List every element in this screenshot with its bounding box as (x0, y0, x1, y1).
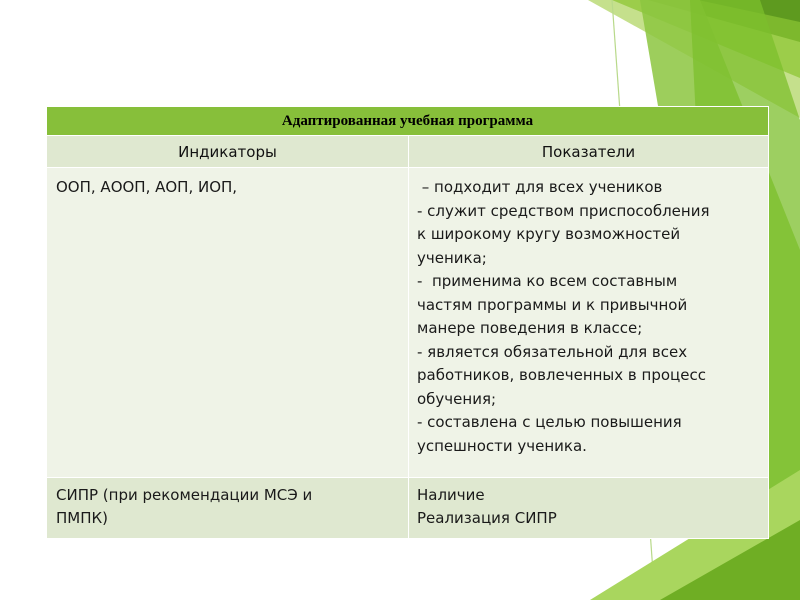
metric-line: успешности ученика. (417, 436, 587, 455)
metric-line: Наличие (417, 486, 485, 504)
table-row (47, 168, 769, 478)
indicator-cell (47, 478, 409, 539)
column-header-indicators: Индикаторы (47, 136, 409, 168)
table-title: Адаптированная учебная программа (47, 107, 769, 136)
metric-line: - применима ко всем составным (417, 272, 678, 290)
metric-line: работников, вовлеченных в процесс (417, 366, 706, 384)
metric-line: частям программы и к привычной (417, 295, 688, 314)
indicator-text: ООП, АООП, АОП, ИОП, (56, 178, 238, 196)
metric-line: обучения; (417, 389, 497, 408)
indicator-text: СИПР (при рекомендации МСЭ и (56, 486, 313, 504)
table-row (47, 478, 769, 539)
indicator-cell (47, 168, 409, 478)
table-title-row (47, 107, 769, 136)
metric-line: манере поведения в классе; (417, 319, 643, 337)
metric-line: - служит средством приспособления (417, 201, 710, 220)
metric-line: – подходит для всех учеников (417, 178, 663, 196)
table-header-row (47, 136, 769, 168)
metric-line: Реализация СИПР (417, 509, 557, 527)
metric-line: - составлена с целью повышения (417, 413, 682, 431)
column-header-metrics: Показатели (409, 136, 769, 168)
metrics-cell (409, 478, 769, 539)
metric-line: - является обязательной для всех (417, 342, 688, 361)
metrics-cell (409, 168, 769, 478)
metric-line: к широкому кругу возможностей (417, 225, 681, 243)
metric-line: ученика; (417, 248, 487, 267)
program-table (46, 106, 769, 539)
indicator-text: ПМПК) (56, 509, 109, 527)
